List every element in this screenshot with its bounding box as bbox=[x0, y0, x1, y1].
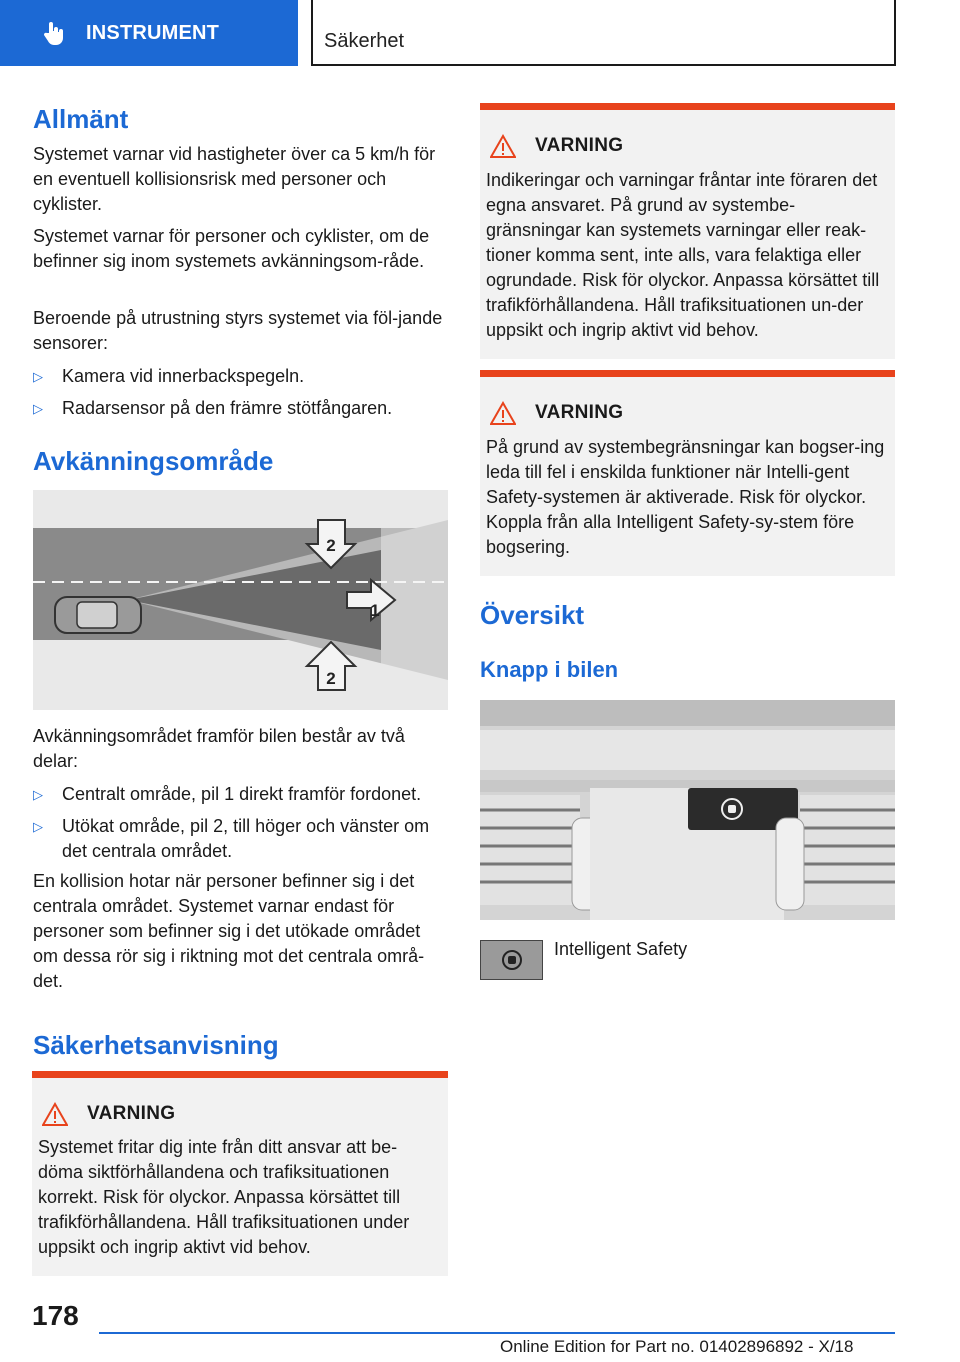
list-item-extended: ▷ Utökat område, pil 2, till höger och vänster om det centrala området. bbox=[33, 814, 448, 864]
list-item-central: ▷ Centralt område, pil 1 direkt framför fordonet. bbox=[33, 782, 448, 807]
list-item-camera: ▷ Kamera vid innerbackspegeln. bbox=[33, 364, 448, 389]
heading-sakerhetsanvisning: Säkerhetsanvisning bbox=[33, 1030, 279, 1060]
warning-box-3 bbox=[480, 370, 895, 576]
page-title: Säkerhet bbox=[324, 30, 405, 52]
heading-knapp-i-bilen: Knapp i bilen bbox=[480, 657, 619, 682]
warning-text: Systemet fritar dig inte från ditt ansvar att be-döma siktförhållandena och trafiksituationen korrekt. Risk för olyckor. Anpassa körsättet till trafikförhållandena. Håll trafiksituationen under uppsikt och ingrip aktivt vid behov. bbox=[38, 1137, 410, 1257]
arrow-label-2-top: 2 bbox=[326, 536, 336, 555]
detection-area-figure bbox=[33, 490, 448, 710]
warning-title: VARNING bbox=[87, 1103, 176, 1124]
hand-pointer-icon bbox=[40, 19, 68, 47]
warning-text: På grund av systembegränsningar kan bogser-ing leda till fel i enskilda funktioner när Intelli-gent Safety-systemen är aktiverade. Risk för olyckor. Koppla från alla Intelligent Safety-sy-stem före bogsering. bbox=[486, 437, 885, 557]
paragraph-sensors: Beroende på utrustning styrs systemet via föl-jande sensorer: bbox=[33, 308, 443, 353]
warning-box-1 bbox=[32, 1071, 448, 1276]
air-vent-left bbox=[480, 795, 580, 905]
paragraph-intro: Systemet varnar vid hastigheter över ca 5 km/h för en eventuell kollisionsrisk med personer och cyklister. bbox=[33, 144, 436, 214]
button-label: Intelligent Safety bbox=[554, 939, 688, 959]
footer-divider bbox=[99, 1332, 895, 1334]
section-tab[interactable] bbox=[0, 0, 298, 66]
arrow-label-1: 1 bbox=[370, 601, 380, 620]
heading-allmant: Allmänt bbox=[33, 104, 129, 134]
section-label: INSTRUMENT bbox=[86, 21, 220, 44]
warning-triangle-icon bbox=[490, 401, 516, 425]
arrow-label-2-bottom: 2 bbox=[326, 669, 336, 688]
paragraph-areas: Avkänningsområdet framför bilen består av två delar: bbox=[33, 726, 405, 771]
air-vent-right bbox=[800, 795, 895, 905]
warning-title: VARNING bbox=[535, 135, 624, 156]
page-number: 178 bbox=[32, 1300, 79, 1331]
car-shield-icon bbox=[500, 948, 524, 972]
warning-triangle-icon bbox=[490, 134, 516, 158]
heading-oversikt: Översikt bbox=[480, 600, 585, 630]
warning-text: Indikeringar och varningar fråntar inte föraren det egna ansvaret. På grund av systembe-gränsningar kan systemets varningar eller reak-tioner komma sent, inte alls, vara felaktiga eller ogrundade. Risk för olyckor. Anpassa körsättet till trafikförhållandena. Håll trafiksituationen un-der uppsikt och ingrip aktivt vid behov. bbox=[486, 170, 880, 340]
intelligent-safety-button-icon bbox=[480, 940, 543, 980]
paragraph-collision: En kollision hotar när personer befinner sig i det centrala området. Systemet varnar endast för personer som befinner sig i det utökade området om dessa rör sig i riktning mot det centrala områ-det. bbox=[33, 871, 425, 991]
heading-avkanningsomrade: Avkänningsområde bbox=[33, 446, 274, 476]
warning-triangle-icon bbox=[42, 1102, 68, 1126]
dashboard-button-photo bbox=[480, 700, 895, 920]
footer-edition: Online Edition for Part no. 01402896892 - X/18 bbox=[500, 1337, 854, 1356]
warning-title: VARNING bbox=[535, 402, 624, 423]
warning-box-2 bbox=[480, 103, 895, 359]
list-item-radar: ▷ Radarsensor på den främre stötfångaren. bbox=[33, 396, 448, 421]
paragraph-persons: Systemet varnar för personer och cyklister, om de befinner sig inom systemets avkänningsom-råde. bbox=[33, 226, 430, 271]
